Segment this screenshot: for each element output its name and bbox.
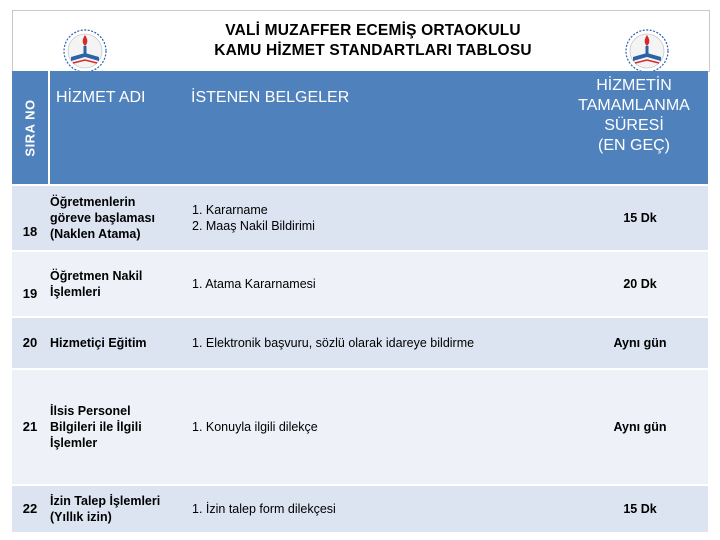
row-number: 21 xyxy=(22,419,38,434)
sira-no-label: SIRA NO xyxy=(22,98,38,157)
duration-header-line: (EN GEÇ) xyxy=(598,137,670,154)
service-name xyxy=(50,186,190,250)
service-name-line: İşlemleri xyxy=(50,285,101,299)
duration-header-line: SÜRESİ xyxy=(604,117,664,134)
required-documents xyxy=(192,186,572,250)
duration-header-line: HİZMETİN xyxy=(596,77,672,94)
service-name-line: (Naklen Atama) xyxy=(50,227,141,241)
service-name-line: İşlemler xyxy=(50,436,98,450)
completion-time: Aynı gün xyxy=(613,420,667,434)
service-name xyxy=(50,370,190,484)
table-row xyxy=(12,252,708,316)
title-line-2: KAMU HİZMET STANDARTLARI TABLOSU xyxy=(214,42,532,59)
sira-no-header xyxy=(12,71,48,184)
row-number: 19 xyxy=(22,286,38,301)
table-row xyxy=(12,370,708,484)
required-documents xyxy=(192,318,572,368)
header-divider xyxy=(48,71,50,184)
row-number: 18 xyxy=(22,224,38,239)
table-row xyxy=(12,318,708,368)
required-documents xyxy=(192,486,572,532)
service-name-line: Öğretmenlerin xyxy=(50,195,136,209)
service-name-line: İlsis Personel xyxy=(50,404,131,418)
table-row xyxy=(12,486,708,532)
service-name-line: göreve başlaması xyxy=(50,211,155,225)
column-header-name: HİZMET ADI xyxy=(56,89,146,106)
document-line: 1. Atama Kararnamesi xyxy=(192,277,316,291)
service-name xyxy=(50,486,190,532)
column-header-docs: İSTENEN BELGELER xyxy=(191,89,350,106)
document-header xyxy=(12,10,710,72)
completion-time: Aynı gün xyxy=(613,336,667,350)
document-line: 1. Kararname xyxy=(192,203,268,217)
completion-time: 20 Dk xyxy=(623,277,657,291)
service-name-line: (Yıllık izin) xyxy=(50,510,112,524)
document-title xyxy=(113,21,633,61)
completion-time: 15 Dk xyxy=(623,211,657,225)
table-row xyxy=(12,186,708,250)
column-header-duration xyxy=(560,76,708,156)
service-name xyxy=(50,318,190,368)
document-line: 1. Konuyla ilgili dilekçe xyxy=(192,420,318,434)
service-name-line: Bilgileri ile İlgili xyxy=(50,420,142,434)
meb-logo-icon xyxy=(59,27,111,75)
row-number: 22 xyxy=(22,501,38,516)
document-line: 1. İzin talep form dilekçesi xyxy=(192,502,336,516)
service-name-line: İzin Talep İşlemleri xyxy=(50,494,161,508)
service-name xyxy=(50,252,190,316)
service-name-line: Hizmetiçi Eğitim xyxy=(50,336,147,350)
service-name-line: Öğretmen Nakil xyxy=(50,269,143,283)
document-line: 1. Elektronik başvuru, sözlü olarak idareye bildirme xyxy=(192,336,475,350)
completion-time: 15 Dk xyxy=(623,502,657,516)
document-line: 2. Maaş Nakil Bildirimi xyxy=(192,219,315,233)
row-number: 20 xyxy=(22,335,38,350)
title-line-1: VALİ MUZAFFER ECEMİŞ ORTAOKULU xyxy=(225,22,521,39)
duration-header-line: TAMAMLANMA xyxy=(578,97,690,114)
meb-logo-icon xyxy=(621,27,673,75)
required-documents xyxy=(192,370,572,484)
required-documents xyxy=(192,252,572,316)
